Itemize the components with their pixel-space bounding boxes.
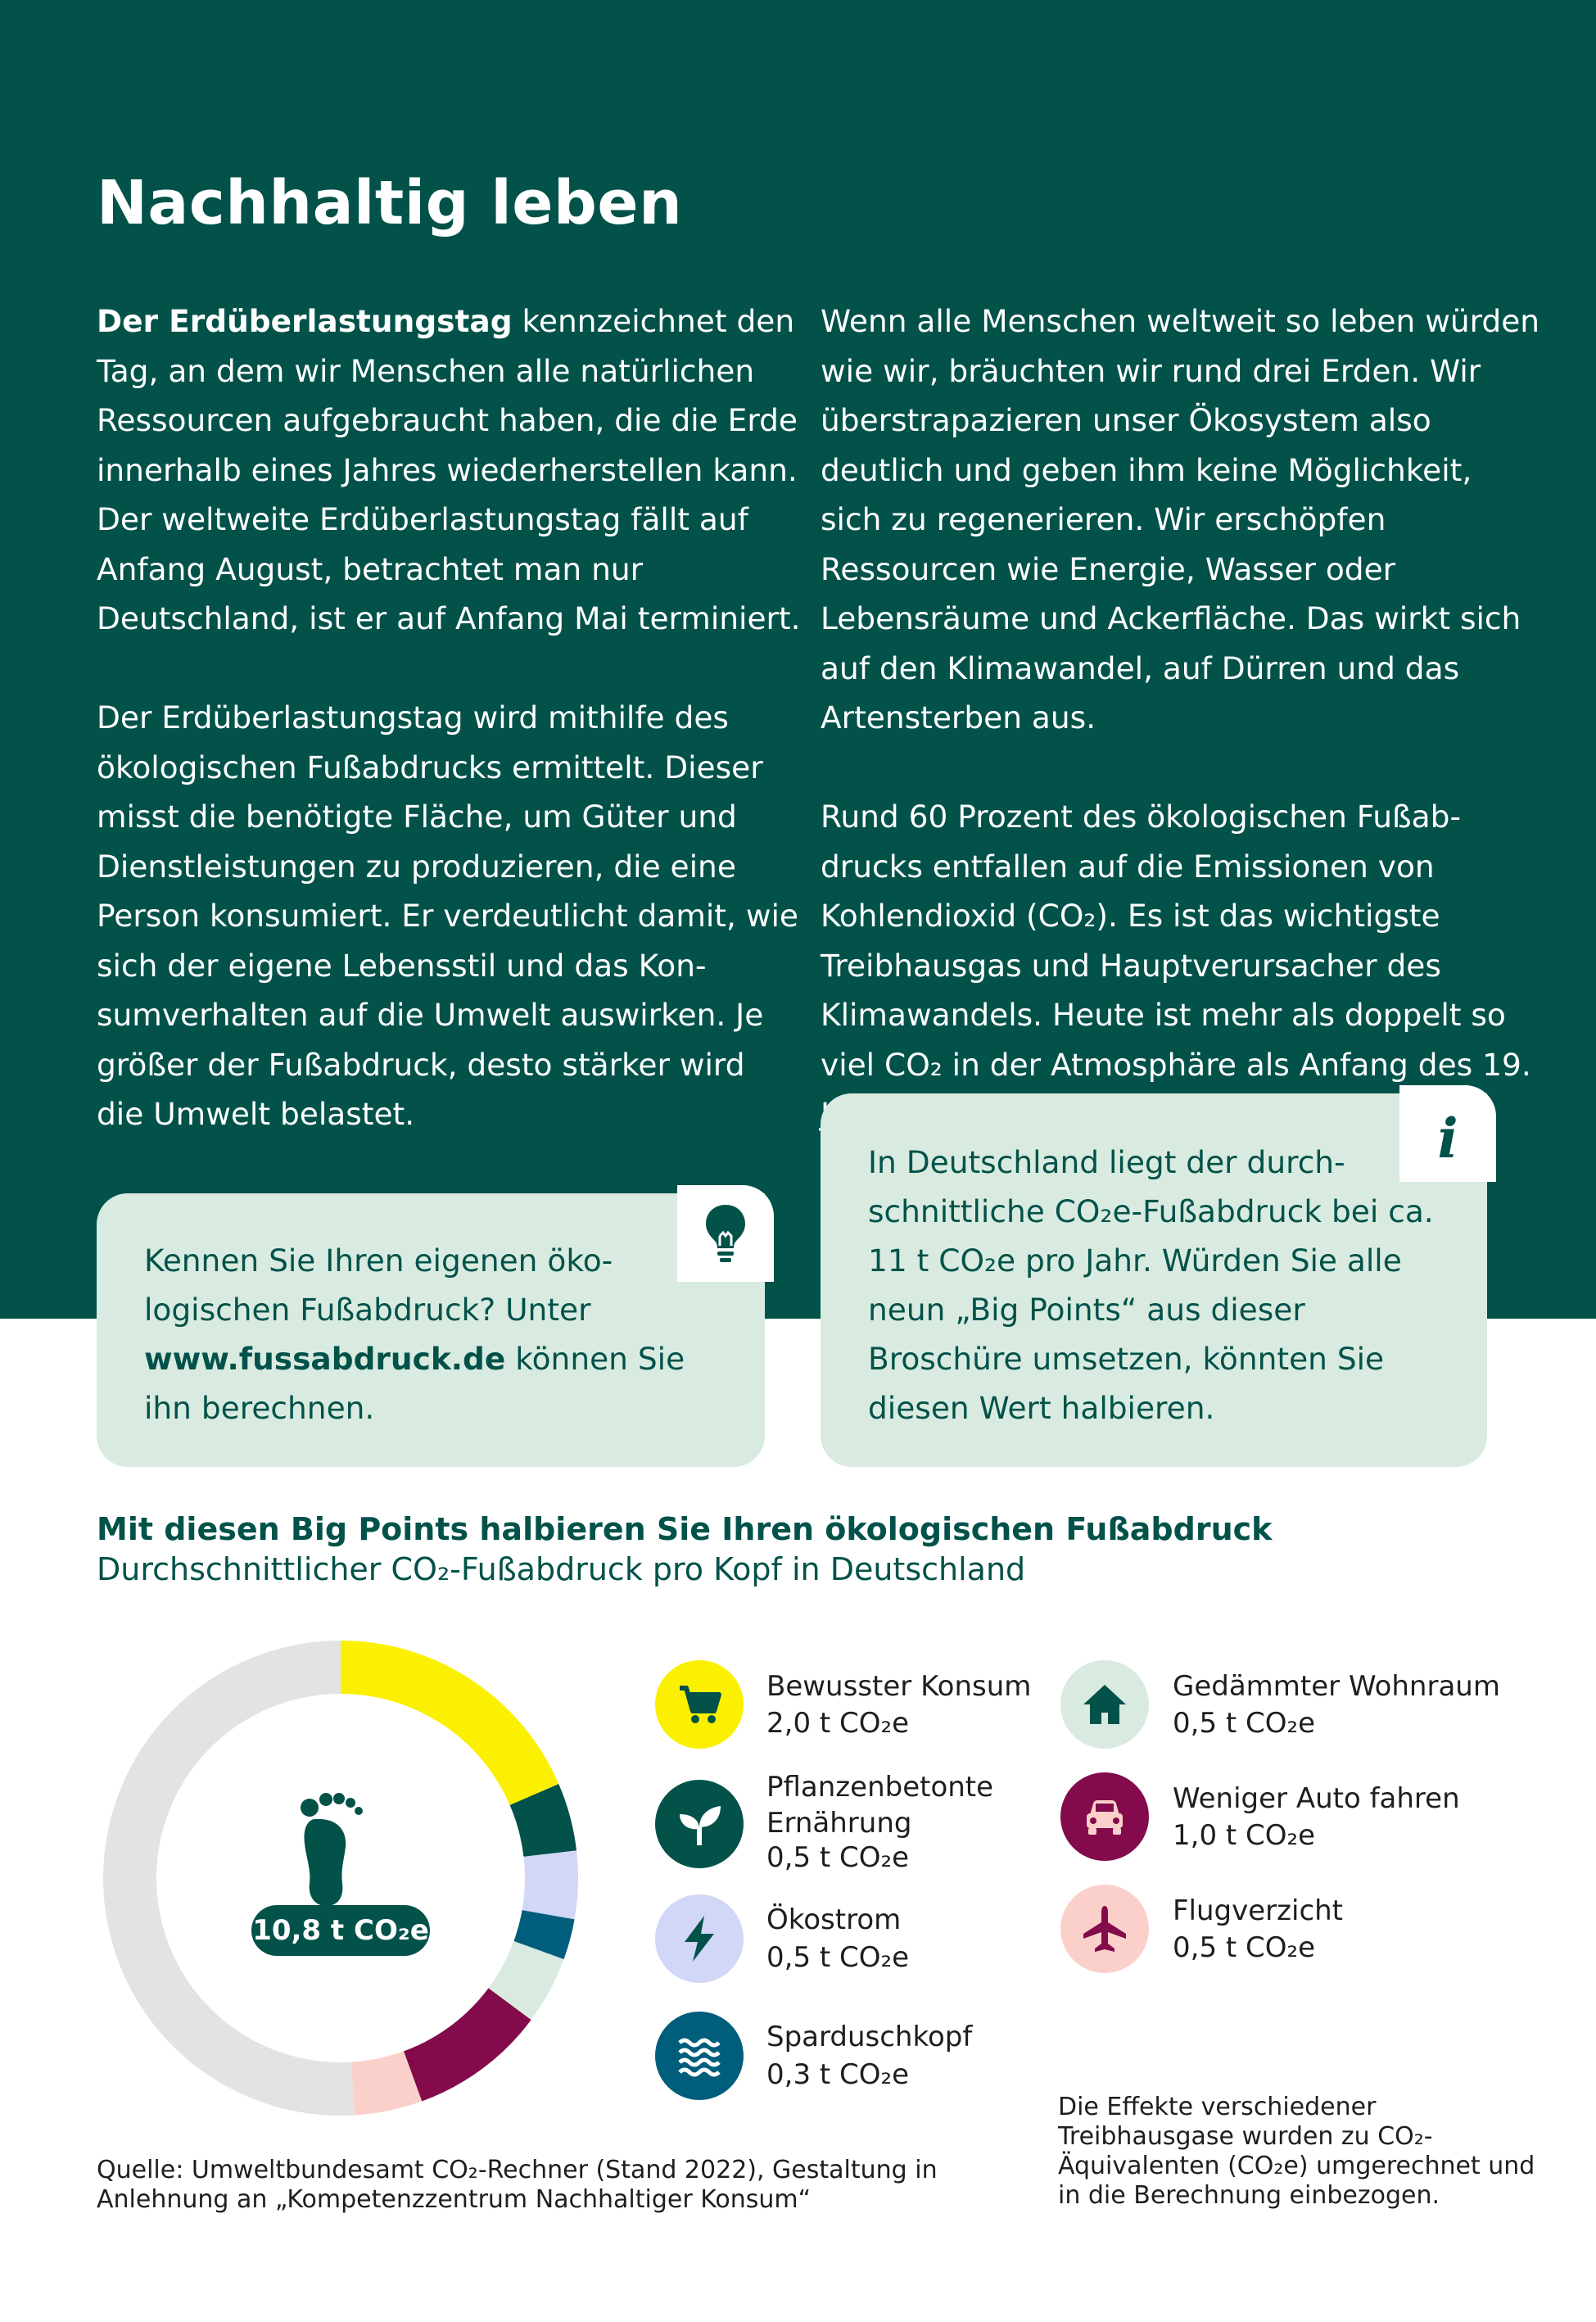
legend-icon-sparduschkopf [655, 2012, 744, 2100]
total-footprint-badge: 10,8 t CO₂e [251, 1905, 430, 1956]
tip-text-end: können Sie ihn berechnen. [144, 1341, 685, 1426]
lightbulb-icon [677, 1185, 774, 1282]
right-column [821, 296, 1541, 1188]
right-paragraph-1: Wenn alle Menschen weltweit so leben würden wie wir, bräuchten wir rund drei Erden. Wir überstrapazieren unser Ökosystem also deutlich und geben ihm keine Möglichkeit, sich zu regenerieren. Wir erschöpfen Ressourcen wie Energie, Wasser oder Lebensräume und Ackerfläche. Das wirkt sich auf den Klimawandel, auf Dürren und das Artensterben aus. [821, 303, 1540, 736]
tip-text-start: Kennen Sie Ihren eigenen ökologischen Fußabdruck? Unter [144, 1242, 613, 1328]
info-box [821, 1093, 1487, 1467]
leaf-sprout-icon [675, 1799, 724, 1849]
left-paragraph-2: Der Erdüberlastungstag wird mithilfe des ökologischen Fußabdrucks ermittelt. Dieser misst die benötigte Fläche, um Güter und Dienstleistungen zu produzieren, die eine Person konsumiert. Er verdeutlicht damit, wie sich der eigene Lebensstil und das Konsumverhalten auf die Umwelt auswirken. Je größer der Fußabdruck, desto stärker wird die Umwelt belastet. [97, 699, 798, 1132]
legend-value-sparduschkopf: 0,3 t CO₂e [766, 2058, 910, 2091]
footprint-calculator-link[interactable]: www.fussabdruck.de [144, 1341, 506, 1377]
source-note: Quelle: Umweltbundesamt CO₂-Rechner (Stand 2022), Gestaltung in Anlehnung an „Kompetenzzentrum Nachhaltiger Konsum“ [97, 2156, 938, 2214]
left-paragraph-1 [97, 296, 801, 644]
term-erdueberlastungstag: Der Erdüberlastungstag [97, 303, 513, 339]
info-icon-tab [1399, 1085, 1496, 1182]
airplane-icon [1080, 1904, 1129, 1953]
footnote-co2-equivalents: Die Effekte verschiedener Treibhausgase wurden zu CO₂-Äquivalenten (CO₂e) umgerechnet und in die Berechnung einbezogen. [1058, 2093, 1535, 2210]
footprint-donut-chart [95, 1632, 586, 2124]
section-heading: Mit diesen Big Points halbieren Sie Ihren ökologischen Fußabdruck [97, 1511, 1273, 1547]
page-title: Nachhaltig leben [97, 168, 683, 238]
house-icon [1080, 1680, 1129, 1729]
svg-text:i: i [1437, 1107, 1458, 1170]
legend-icon-auto [1060, 1772, 1149, 1861]
left-paragraph-1-text: kennzeichnet den Tag, an dem wir Menschen alle natürlichen Ressourcen aufgebraucht haben, die die Erde innerhalb eines Jahres wiederherstellen kann. Der weltweite Erdüberlastungstag fällt auf Anfang August, betrachtet man nur Deutschland, ist er auf Anfang Mai terminiert. [97, 303, 801, 636]
lightning-icon [675, 1914, 724, 1963]
legend-value-konsum: 2,0 t CO₂e [766, 1707, 910, 1740]
legend-label-oekostrom: Ökostrom [766, 1903, 902, 1936]
tip-text [144, 1236, 717, 1433]
shopping-cart-icon [675, 1680, 724, 1729]
section-subheading: Durchschnittlicher CO₂-Fußabdruck pro Kopf in Deutschland [97, 1551, 1026, 1587]
donut-slice-0 [341, 1641, 558, 1805]
right-paragraph-2: Rund 60 Prozent des ökologischen Fußabdrucks entfallen auf die Emissionen von Kohlendioxid (CO₂). Es ist das wichtigste Treibhausgas und Hauptverursacher des Klimawandels. Heute ist mehr als doppelt so viel CO₂ in der Atmosphäre als Anfang des 19. [821, 799, 1531, 1083]
legend-icon-wohnraum [1060, 1660, 1149, 1749]
tip-box [97, 1193, 765, 1467]
legend-value-oekostrom: 0,5 t CO₂e [766, 1941, 910, 1974]
water-waves-icon [675, 2031, 724, 2080]
legend-label-wohnraum: Gedämmter Wohnraum [1173, 1670, 1500, 1703]
legend-label-flugverzicht: Flugverzicht [1173, 1894, 1344, 1927]
legend-label-ernaehrung: Pflanzenbetonte Ernährung [766, 1771, 994, 1840]
legend-icon-ernaehrung [655, 1780, 744, 1868]
legend-icon-konsum [655, 1660, 744, 1749]
legend-value-wohnraum: 0,5 t CO₂e [1173, 1707, 1316, 1740]
info-icon [1399, 1085, 1496, 1182]
legend-icon-oekostrom [655, 1894, 744, 1983]
legend-label-sparduschkopf: Sparduschkopf [766, 2021, 973, 2053]
footprint-icon [301, 1793, 363, 1906]
car-icon [1080, 1792, 1129, 1841]
legend-icon-flugverzicht [1060, 1885, 1149, 1973]
legend-value-auto: 1,0 t CO₂e [1173, 1819, 1316, 1852]
info-text: In Deutschland liegt der durchschnittliche CO₂e-Fußabdruck bei ca. 11 t CO₂e pro Jahr. Würden Sie alle neun „Big Points“ aus dieser Broschüre umsetzen, könnten Sie diesen Wert halbieren. [868, 1144, 1434, 1426]
donut-slice-2 [522, 1850, 578, 1919]
legend-label-auto: Weniger Auto fahren [1173, 1782, 1460, 1815]
legend-value-ernaehrung: 0,5 t CO₂e [766, 1841, 910, 1874]
legend-label-konsum: Bewusster Konsum [766, 1670, 1032, 1703]
legend-value-flugverzicht: 0,5 t CO₂e [1173, 1931, 1316, 1964]
left-column [97, 296, 801, 1188]
tip-icon-tab [677, 1185, 774, 1282]
